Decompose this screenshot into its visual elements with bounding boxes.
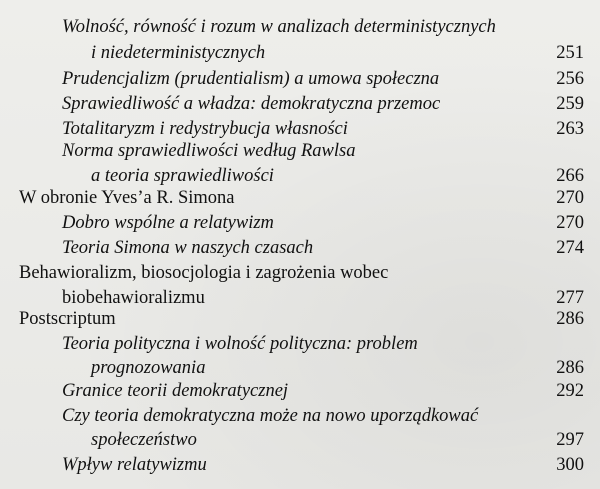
toc-entry-wolnosc-rownosc	[0, 15, 600, 39]
toc-entry-teoria-simona	[0, 236, 600, 260]
toc-entry-title: Postscriptum	[19, 309, 116, 329]
toc-entry-prudencjalizm	[0, 67, 600, 91]
toc-entry-teoria-polityczna-cont	[0, 356, 600, 380]
toc-entry-title: Granice teorii demokratycznej	[62, 381, 289, 401]
toc-entry-title: Sprawiedliwość a władza: demokratyczna przemoc	[62, 94, 441, 114]
toc-entry-postscriptum	[0, 307, 600, 331]
toc-entry-granice-teorii	[0, 379, 600, 403]
toc-entry-title: prognozowania	[91, 358, 206, 378]
toc-entry-title: Teoria Simona w naszych czasach	[62, 238, 314, 258]
toc-entry-totalitaryzm	[0, 117, 600, 141]
toc-entry-title: Czy teoria demokratyczna może na nowo uporządkować	[62, 406, 479, 426]
toc-page-number: 266	[556, 166, 584, 186]
toc-page-number: 297	[556, 430, 584, 450]
toc-entry-title: a teoria sprawiedliwości	[91, 166, 274, 186]
toc-entry-title: Wolność, równość i rozum w analizach deterministycznych	[62, 17, 496, 37]
toc-page-number: 277	[556, 288, 584, 308]
toc-page-number: 270	[556, 188, 584, 208]
toc-page-number: 274	[556, 238, 584, 258]
toc-page-number: 251	[556, 43, 584, 63]
toc-entry-sprawiedliwosc-wladza	[0, 92, 600, 116]
toc-entry-norma-rawlsa	[0, 139, 600, 163]
toc-page-number: 256	[556, 69, 584, 89]
toc-entry-title: Norma sprawiedliwości według Rawlsa	[62, 141, 356, 161]
toc-entry-norma-rawlsa-cont	[0, 164, 600, 188]
toc-entry-czy-teoria-cont	[0, 428, 600, 452]
toc-entry-title: Wpływ relatywizmu	[62, 455, 207, 475]
toc-entry-title: biobehawioralizmu	[62, 288, 205, 308]
toc-entry-dobro-wspolne	[0, 211, 600, 235]
toc-page-number: 292	[556, 381, 584, 401]
toc-page-number: 286	[556, 358, 584, 378]
toc-entry-teoria-polityczna	[0, 332, 600, 356]
toc-entry-title: Dobro wspólne a relatywizm	[62, 213, 274, 233]
toc-entry-wolnosc-rownosc-cont	[0, 41, 600, 65]
toc-page-number: 259	[556, 94, 584, 114]
toc-entry-title: Behawioralizm, biosocjologia i zagrożenia wobec	[19, 263, 389, 283]
toc-entry-w-obronie-simona	[0, 186, 600, 210]
toc-entry-title: Teoria polityczna i wolność polityczna: problem	[62, 334, 418, 354]
toc-entry-title: W obronie Yves’a R. Simona	[19, 188, 235, 208]
toc-entry-title: Totalitaryzm i redystrybucja własności	[62, 119, 348, 139]
toc-entry-title: społeczeństwo	[91, 430, 197, 450]
toc-entry-behawioralizm	[0, 261, 600, 285]
toc-entry-czy-teoria	[0, 404, 600, 428]
toc-entry-title: i niedeterministycznych	[91, 43, 266, 63]
toc-entry-wplyw-relatywizmu	[0, 453, 600, 477]
toc-page-number: 270	[556, 213, 584, 233]
toc-entry-title: Prudencjalizm (prudentialism) a umowa społeczna	[62, 69, 440, 89]
toc-page-number: 263	[556, 119, 584, 139]
toc-page-number: 286	[556, 309, 584, 329]
toc-page-number: 300	[556, 455, 584, 475]
